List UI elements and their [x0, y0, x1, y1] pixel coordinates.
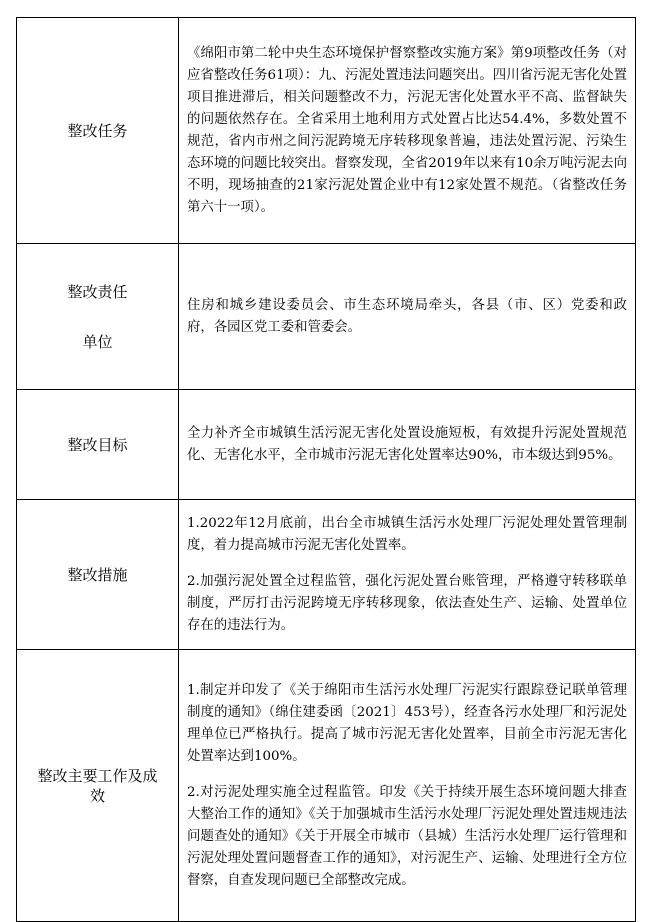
row-label: 整改措施 [17, 500, 179, 650]
row-content [179, 244, 636, 390]
rectification-table [16, 17, 636, 922]
work-paragraph: 1.制定并印发了《关于绵阳市生活污水处理厂污泥实行跟踪登记联单管理制度的通知》（绵住建委函〔2021〕453号），经查各污水处理厂和污泥处理单位已严格执行。提高了城市污泥无害化处置率，目前全市污泥无害化处置率达到100%。 [187, 682, 627, 764]
row-content [179, 390, 636, 500]
table-row [17, 390, 636, 500]
label-line: 整改主要工作及成 [37, 766, 158, 785]
row-label: 整改任务 [17, 18, 179, 244]
table-row [17, 18, 636, 244]
task-text: 《绵阳市第二轮中央生态环境保护督察整改实施方案》第9项整改任务（对应省整改任务61项）：九、污泥处置违法问题突出。四川省污泥无害化处置项目推进滞后，相关问题整改不力，污泥无害化处置水平不高、监督缺失的问题依然存在。全省采用土地利用方式处置占比达54.4%，多数处置不规范，省内市州之间污泥跨境无序转移现象普遍，违法处置污泥、污染生态环境的问题比较突出。督察发现，全省2019年以来有10余万吨污泥去向不明，现场抽查的21家污泥处置企业中有12家处置不规范。（省整改任务第六十一项）。 [187, 45, 627, 215]
row-content [179, 650, 636, 922]
table-row [17, 500, 636, 650]
label-line: 效 [89, 786, 105, 805]
work-paragraph: 2.对污泥处理实施全过程监管。印发《关于持续开展生态环境问题大排查大整治工作的通知》《关于加强城市生活污水处理厂污泥处理处置违规违法问题查处的通知》《关于开展全市城市（县城）生活污水处理厂运行管理和污泥处理处置问题督查工作的通知》，对污泥生产、运输、处理进行全方位督察，自查发现问题已全部整改完成。 [187, 784, 627, 888]
table-row [17, 650, 636, 922]
measure-paragraph: 1.2022年12月底前，出台全市城镇生活污水处理厂污泥处理处置管理制度，着力提高城市污泥无害化处置率。 [187, 515, 627, 553]
row-label: 整改目标 [17, 390, 179, 500]
table-row [17, 244, 636, 390]
label-line: 单位 [82, 332, 113, 351]
row-content [179, 18, 636, 244]
measure-paragraph: 2.加强污泥处置全过程监管，强化污泥处置台账管理，严格遵守转移联单制度，严厉打击污泥跨境无序转移现象，依法查处生产、运输、处置单位存在的违法行为。 [187, 573, 627, 633]
goal-text: 全力补齐全市城镇生活污泥无害化处置设施短板，有效提升污泥处置规范化、无害化水平，全市城市污泥无害化处置率达90%，市本级达到95%。 [187, 425, 627, 463]
row-content [179, 500, 636, 650]
label-line: 整改责任 [67, 282, 128, 301]
row-label [17, 244, 179, 390]
row-label [17, 650, 179, 922]
responsible-units-text: 住房和城乡建设委员会、市生态环境局牵头，各县（市、区）党委和政府，各园区党工委和管委会。 [187, 297, 627, 335]
